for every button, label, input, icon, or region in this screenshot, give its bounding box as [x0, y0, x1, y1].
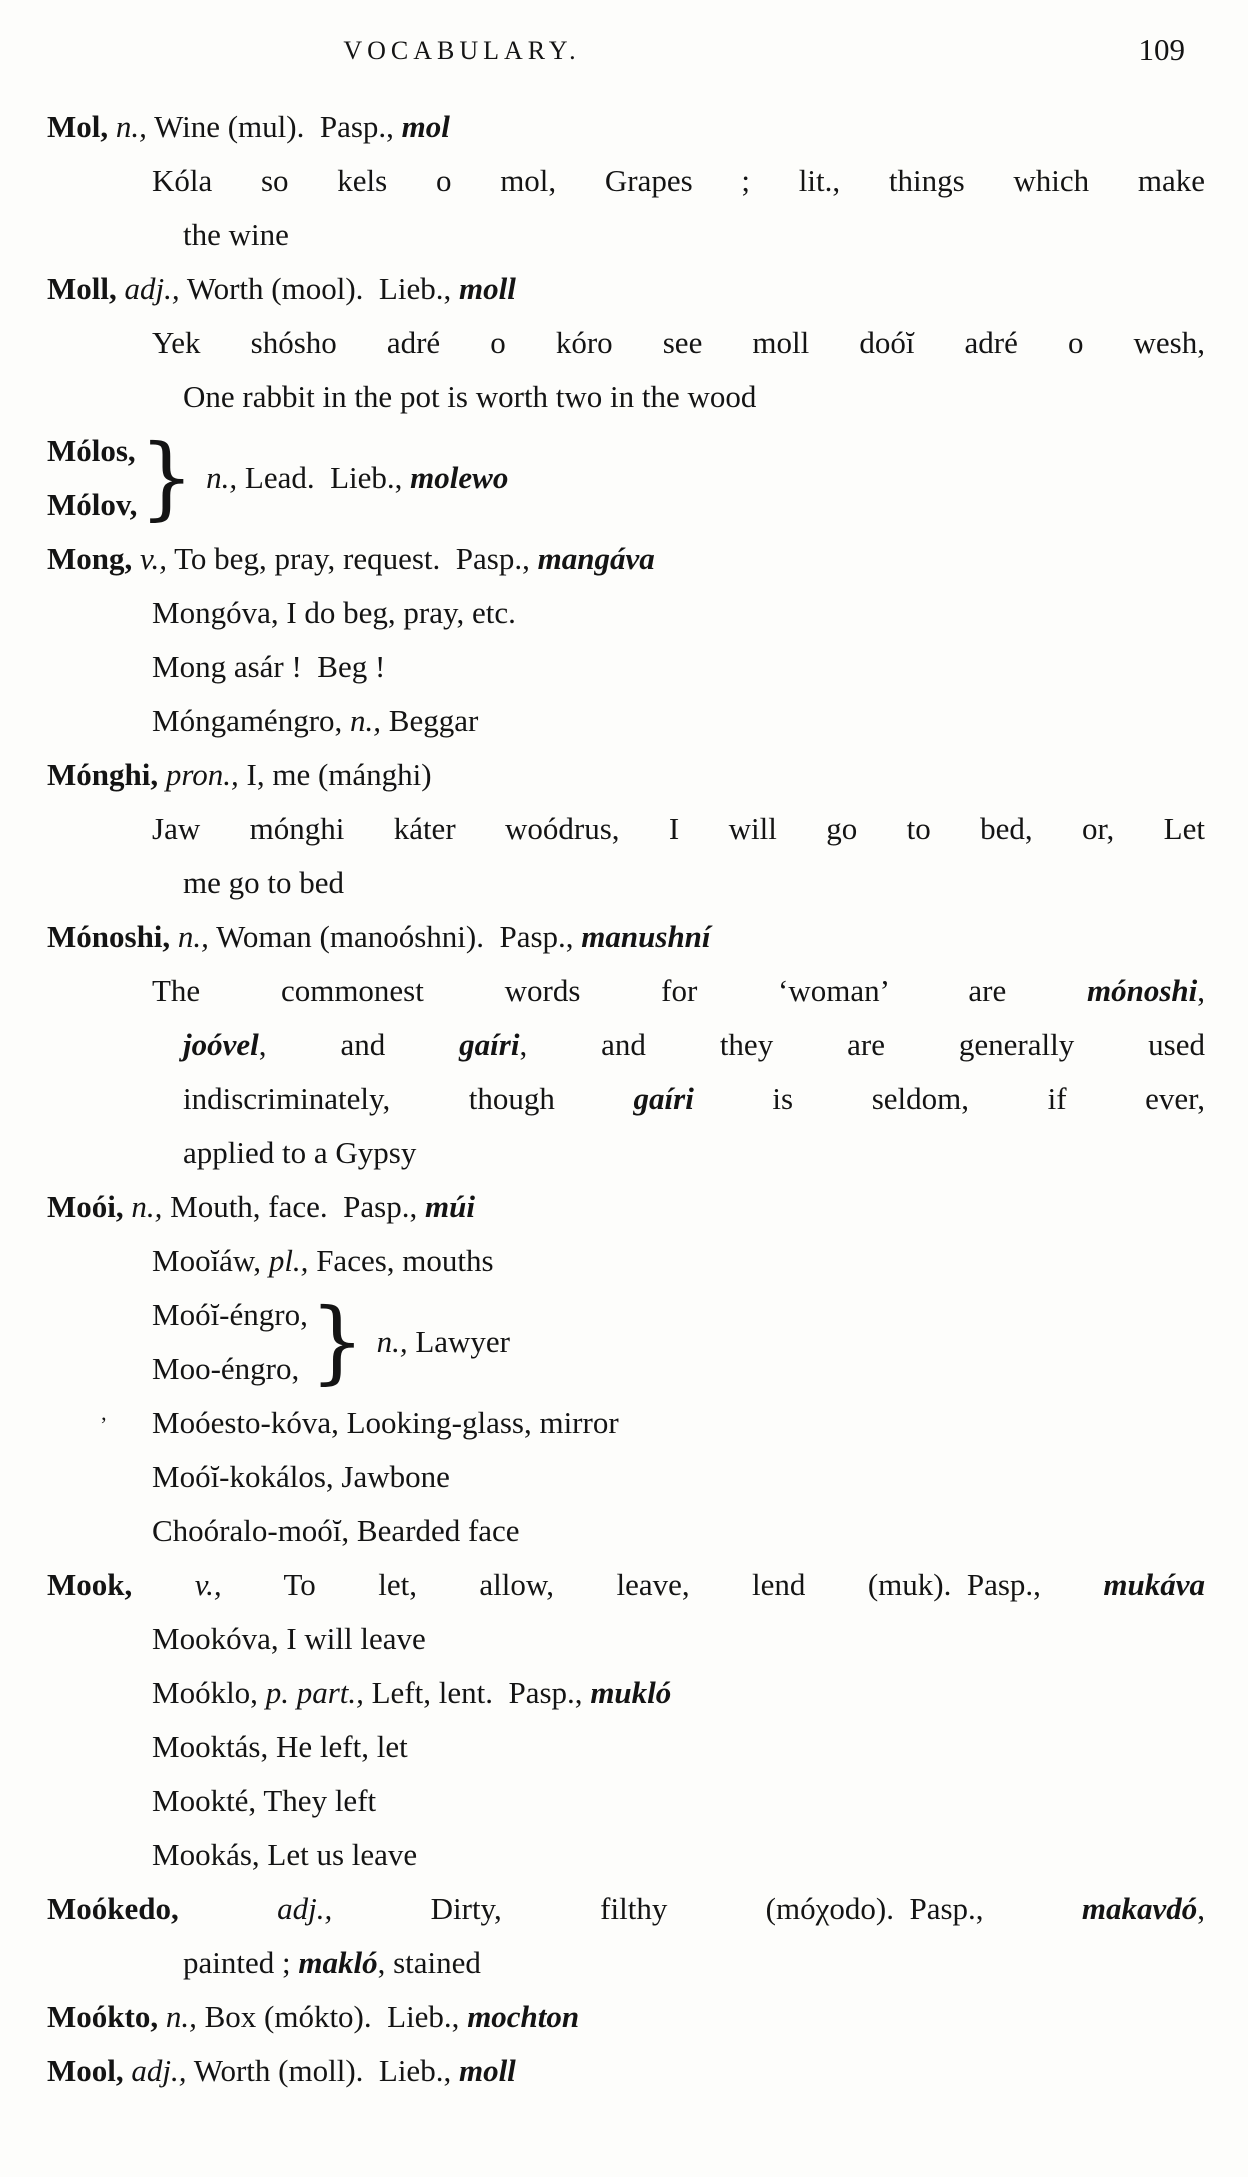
entry-line: [47, 910, 1205, 964]
book-page: [0, 32, 1248, 2177]
text-segment: Choóralo-moóĭ, Bearded face: [152, 1513, 520, 1548]
text-segment: Faces, mouths: [308, 1243, 494, 1278]
text-segment: Moóĭ-éngro,: [152, 1297, 308, 1332]
sub-line: [152, 1666, 1205, 1720]
headword: Mook,: [47, 1567, 195, 1602]
headword: Moói,: [47, 1189, 132, 1224]
text-segment: The commonest words for ‘woman’ are: [152, 973, 1087, 1008]
text-segment: Mookté, They left: [152, 1783, 377, 1818]
variant-line: [47, 424, 137, 478]
text-segment: adj.,: [124, 271, 180, 306]
gloss-term: molewo: [410, 460, 509, 495]
gloss-term: joóvel: [183, 1027, 259, 1062]
text-segment: I, me (mánghi): [238, 757, 432, 792]
text-segment: ,: [1197, 973, 1205, 1008]
gloss-term: gaíri: [633, 1081, 694, 1116]
text-segment: Box (mókto). Lieb.,: [196, 1999, 468, 2034]
sub-line: [152, 1612, 1205, 1666]
text-segment: adj.,: [277, 1891, 333, 1926]
sub-line: [100, 1396, 1205, 1450]
entry-line: [47, 1558, 1205, 1612]
text-segment: Worth (mool). Lieb.,: [179, 271, 459, 306]
text-segment: v.,: [194, 1567, 222, 1602]
running-head: VOCABULARY.: [343, 36, 581, 65]
sub-line: [152, 1504, 1205, 1558]
text-segment: n.,: [177, 919, 209, 954]
headword: Mólov,: [47, 487, 138, 522]
text-segment: the wine: [183, 217, 289, 252]
sub-line: [152, 694, 1205, 748]
gloss-term: manushní: [581, 919, 711, 954]
text-segment: ,: [1197, 1891, 1206, 1926]
text-segment: Moo-éngro,: [152, 1351, 300, 1386]
entry-line: [47, 2044, 1205, 2098]
stray-mark: ’: [100, 1412, 108, 1437]
text-segment: adj.,: [131, 2053, 187, 2088]
brace-variants: [152, 1288, 308, 1396]
sub-line: [152, 316, 1205, 370]
sub-line: [183, 1018, 1205, 1072]
text-segment: Lawyer: [407, 1324, 510, 1359]
text-segment: Dirty, filthy (móχodo). Pasp.,: [332, 1891, 1082, 1926]
gloss-term: mónoshi: [1086, 973, 1198, 1008]
text-segment: Wine (mul). Pasp.,: [146, 109, 402, 144]
headword: Mong,: [47, 541, 140, 576]
variant-line: [152, 1288, 308, 1342]
text-segment: Mongóva, I do beg, pray, etc.: [152, 595, 516, 630]
text-segment: pl.,: [268, 1243, 309, 1278]
text-segment: n.,: [376, 1324, 408, 1359]
text-segment: One rabbit in the pot is worth two in the wood: [183, 379, 757, 414]
text-segment: Mooktás, He left, let: [152, 1729, 408, 1764]
text-segment: n.,: [131, 1189, 163, 1224]
brace-variants: [47, 424, 137, 532]
text-segment: Moóesto-kóva, Looking-glass, mirror: [152, 1405, 619, 1440]
vocabulary-entries: [47, 100, 1205, 2098]
text-segment: To beg, pray, request. Pasp.,: [166, 541, 538, 576]
headword: Mol,: [47, 109, 116, 144]
text-segment: Yek shósho adré o kóro see moll doóĭ adré o wesh,: [152, 325, 1205, 360]
sub-line: [152, 1720, 1205, 1774]
headword: Mool,: [47, 2053, 132, 2088]
gloss-term: mukló: [590, 1675, 672, 1710]
variant-line: [152, 1342, 308, 1396]
text-segment: n.,: [206, 460, 238, 495]
gloss-term: makló: [298, 1945, 378, 1980]
sub-line: [152, 1234, 1205, 1288]
page-header: [0, 32, 1248, 76]
text-segment: , stained: [377, 1945, 481, 1980]
sub-line: [183, 1072, 1205, 1126]
text-segment: v.,: [140, 541, 167, 576]
headword: Moll,: [47, 271, 125, 306]
brace-icon: }: [309, 1289, 365, 1395]
text-segment: Jaw mónghi káter woódrus, I will go to bed, or, Let: [152, 811, 1205, 846]
text-segment: Moóĭ-kokálos, Jawbone: [152, 1459, 450, 1494]
sub-line: [152, 1828, 1205, 1882]
headword: Moókedo,: [47, 1891, 278, 1926]
text-segment: me go to bed: [183, 865, 344, 900]
page-number: 109: [1138, 32, 1185, 67]
sub-line: [152, 1450, 1205, 1504]
text-segment: Mooĭáw,: [152, 1243, 269, 1278]
gloss-term: mukáva: [1103, 1567, 1205, 1602]
text-segment: Mookóva, I will leave: [152, 1621, 426, 1656]
entry-line: [47, 748, 1205, 802]
sub-line: [183, 370, 1205, 424]
gloss-term: gaíri: [459, 1027, 520, 1062]
headword: Moókto,: [47, 1999, 166, 2034]
sub-line: [152, 964, 1205, 1018]
text-segment: p. part.,: [265, 1675, 364, 1710]
text-segment: , and they are generally used: [519, 1027, 1205, 1062]
text-segment: Lead. Lieb.,: [237, 460, 411, 495]
headword: Mólos,: [47, 433, 136, 468]
text-segment: Mouth, face. Pasp.,: [162, 1189, 425, 1224]
text-segment: Kóla so kels o mol, Grapes ; lit., things which make: [152, 163, 1205, 198]
sub-line: [183, 208, 1205, 262]
brace-icon: }: [139, 425, 195, 531]
gloss-term: mangáva: [537, 541, 655, 576]
entry-line: [47, 1882, 1205, 1936]
text-segment: Beggar: [381, 703, 479, 738]
gloss-term: makavdó: [1081, 1891, 1198, 1926]
entry-line: [47, 1180, 1205, 1234]
text-segment: pron.,: [165, 757, 239, 792]
brace-definition: [206, 460, 508, 496]
sub-line: [183, 1936, 1205, 1990]
sub-line: [152, 802, 1205, 856]
text-segment: Worth (moll). Lieb.,: [186, 2053, 459, 2088]
sub-line: [152, 640, 1205, 694]
text-segment: Mong asár ! Beg !: [152, 649, 386, 684]
headword: Mónghi,: [47, 757, 166, 792]
sub-line: [152, 586, 1205, 640]
brace-group: [152, 1288, 1205, 1396]
gloss-term: moll: [458, 271, 516, 306]
text-segment: Woman (manoóshni). Pasp.,: [208, 919, 582, 954]
text-segment: painted ;: [183, 1945, 299, 1980]
gloss-term: mochton: [467, 1999, 580, 2034]
text-segment: indiscriminately, though: [183, 1081, 634, 1116]
text-segment: , and: [258, 1027, 460, 1062]
gloss-term: múi: [424, 1189, 475, 1224]
entry-line: [47, 100, 1205, 154]
headword: Mónoshi,: [47, 919, 178, 954]
text-segment: is seldom, if ever,: [693, 1081, 1205, 1116]
gloss-term: moll: [458, 2053, 516, 2088]
text-segment: Mookás, Let us leave: [152, 1837, 418, 1872]
text-segment: n.,: [165, 1999, 197, 2034]
text-segment: Móngaméngro,: [152, 703, 351, 738]
entry-line: [47, 532, 1205, 586]
sub-line: [183, 1126, 1205, 1180]
gloss-term: mol: [401, 109, 450, 144]
sub-line: [152, 154, 1205, 208]
entry-line: [47, 1990, 1205, 2044]
brace-group: [47, 424, 1205, 532]
text-segment: Left, lent. Pasp.,: [363, 1675, 591, 1710]
sub-line: [152, 1774, 1205, 1828]
text-segment: To let, allow, leave, lend (muk). Pasp.,: [221, 1567, 1104, 1602]
entry-line: [47, 262, 1205, 316]
text-segment: n.,: [115, 109, 147, 144]
brace-definition: [377, 1324, 510, 1360]
text-segment: n.,: [350, 703, 382, 738]
sub-line: [183, 856, 1205, 910]
text-segment: applied to a Gypsy: [183, 1135, 417, 1170]
variant-line: [47, 478, 137, 532]
text-segment: Moóklo,: [152, 1675, 266, 1710]
